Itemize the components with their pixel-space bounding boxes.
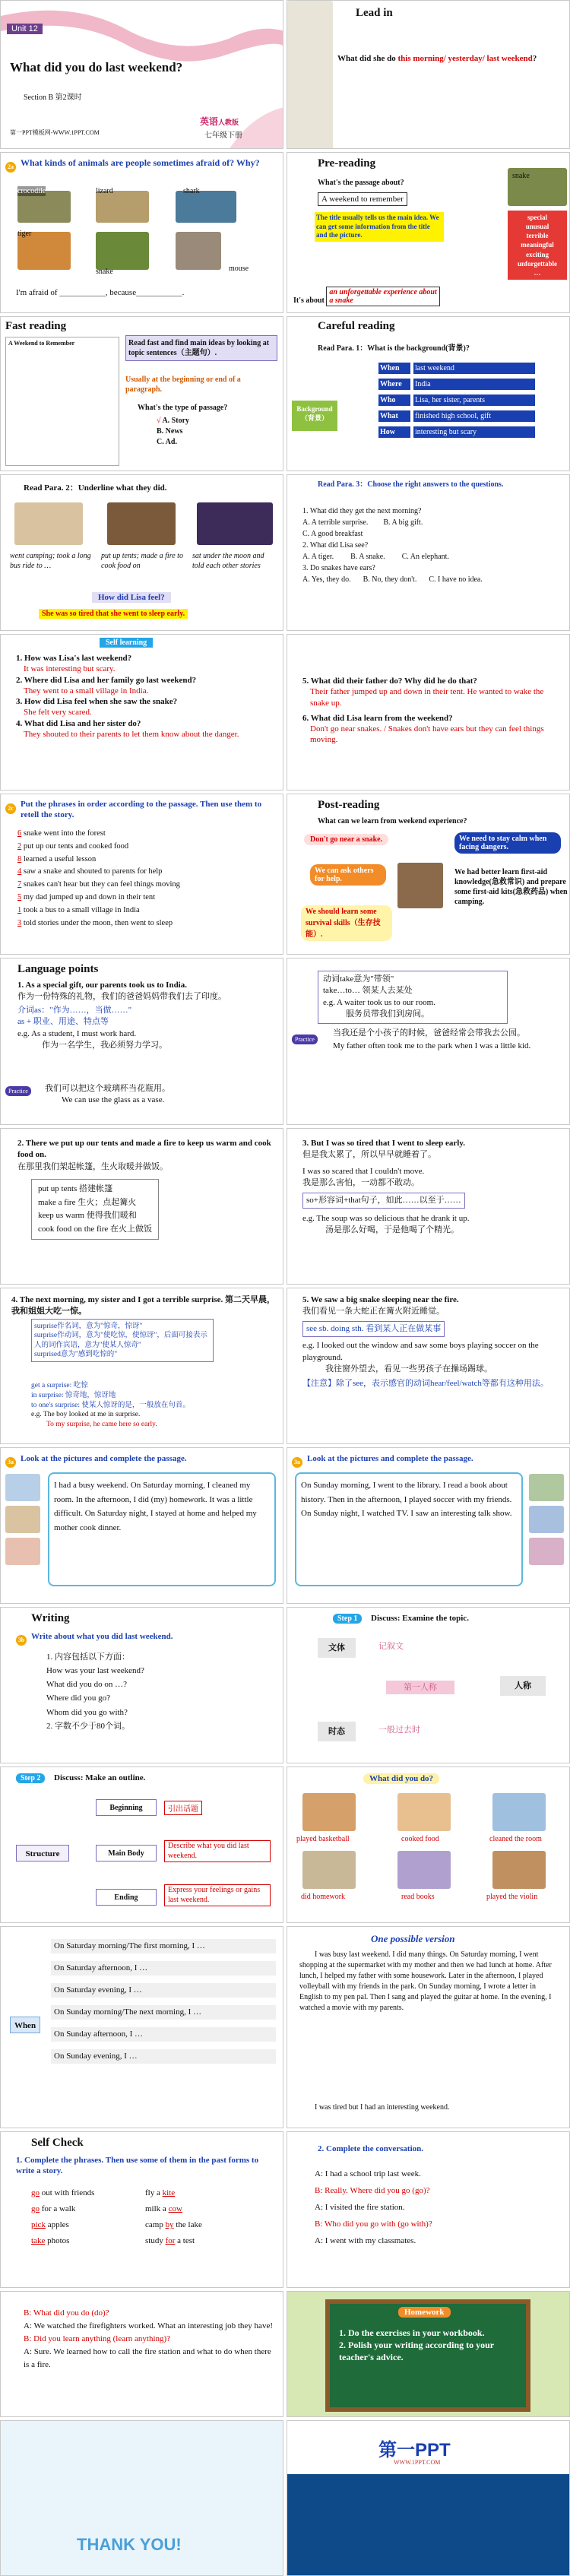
slide-writing (0, 1607, 283, 1763)
structure-node: Structure (16, 1845, 69, 1862)
point-4: 4. The next morning, my sister and I got a terrible surprise. 第二天早晨，我和姐姐大吃一惊。 (11, 1295, 275, 1316)
step-discuss: Discuss: Make an outline. (54, 1773, 146, 1782)
slide-heading: Post-reading (318, 799, 380, 811)
para-task: Read Para. 2：Underline what they did. (24, 483, 167, 493)
animal-label: snake (96, 268, 113, 276)
background-grid: When last weekend Where India Who Lisa, her sister, parents What finished high school, gift How interesting but scary (378, 363, 535, 438)
slide-heading: Writing (31, 1612, 70, 1624)
label-tense: 时态 (318, 1722, 356, 1741)
type-question: What's the type of passage? (138, 404, 228, 412)
passage-title-box: A weekend to remember (318, 192, 407, 206)
point-5: 5. We saw a big snake sleeping near the fire. 我们看见一条大蛇正在篝火附近睡觉。 see sb. doing sth. 看到某人正在做某事 e.g. I looked out the window and saw some boys playing soccer on the playground. 我往窗外望去，看见一些男孩子在操场踢球。 【注意】除了see，表示感官的动词hear/feel/watch等都有这种用法。 (302, 1295, 549, 1389)
passage-instruction: Look at the pictures and complete the passage. (307, 1454, 473, 1463)
slide-brand (287, 2420, 570, 2576)
label-style: 文体 (318, 1638, 356, 1658)
picture-clean-room (5, 1474, 40, 1501)
self-learning-badge: Self learning (100, 638, 153, 648)
caption-3: sat under the moon and told each other stories (192, 552, 264, 570)
part-note: 引出话题 (164, 1801, 202, 1815)
snake-photo (397, 863, 443, 908)
section-label: Section B 第2课时 (24, 93, 82, 102)
slide-fast-reading (0, 316, 283, 471)
step-badge: Step 1 (333, 1614, 362, 1624)
animals-question: What kinds of animals are people sometimes afraid of? Why? (21, 157, 260, 168)
snake-photo (96, 232, 149, 270)
check-instruction: 1. Complete the phrases. Then use some of them in the past forms to write a story. (16, 2156, 259, 2176)
mouse-photo (176, 232, 221, 270)
value-person: 第一人称 (386, 1681, 454, 1694)
photo-books (397, 1851, 451, 1889)
thanks-text: THANK YOU! (77, 2535, 182, 2554)
slide-order (0, 794, 283, 955)
qa-list: 5. What did their father do? Why did he do that? Their father jumped up and down in their tent. He wanted to wake the snake up. 6. What did Lisa learn from the weekend? Don't go near snakes. / Snakes don't have ears but they can feel things moving. (302, 676, 544, 745)
background-node: Background（背景） (292, 401, 337, 431)
homework-items: 1. Do the exercises in your workbook. 2. Polish your writing according to your teacher's advice. (339, 2327, 494, 2363)
value-style: 记叙文 (378, 1642, 404, 1651)
learn-question: What can we learn from weekend experience? (318, 817, 467, 825)
para-task: Read Para. 1：What is the background(背景)? (318, 344, 470, 353)
slide-take-to (287, 958, 570, 1125)
animal-label: lizard (96, 187, 113, 195)
conversation-instruction: 2. Complete the conversation. (318, 2144, 424, 2153)
take-box: 动词take意为"带领" take…to… 领某人去某处 e.g. A waiter took us to our room. 服务员带我们到房间。 (318, 971, 508, 1024)
slide-para3 (287, 474, 570, 631)
practice-badge: Practice (5, 1086, 31, 1096)
practice-item: 我们可以把这个玻璃杯当花瓶用。 We can use the glass as a vase. (45, 1084, 170, 1105)
slide-heading: Lead in (356, 7, 393, 19)
slide-heading: Pre-reading (318, 157, 376, 170)
picture-cooking (5, 1538, 40, 1565)
photo-girl (287, 1, 333, 149)
animal-label: mouse (229, 265, 249, 273)
point-3: 3. But I was so tired that I went to sleep early. 但是我太累了，所以早早就睡着了。 I was so scared that I couldn't move. 我是那么害怕，一动都不敢动。 so+形容词+that句子，如此……以至于…… e.g. The soup was so delicious that he drank it up. 汤是那么好喝，于是他喝了个精光。 (302, 1139, 470, 1235)
tip-bubble: We need to stay calm when facing dangers. (454, 832, 561, 854)
activity-label: cooked food (401, 1835, 439, 1843)
slide-point-5 (287, 1288, 570, 1444)
instruction-box: Read fast and find main ideas by looking at topic sentences（主题句）. (125, 335, 277, 361)
slide-step1 (287, 1607, 570, 1763)
activity-label: did homework (301, 1893, 346, 1901)
unit-badge: Unit 12 (7, 24, 43, 34)
slide-point-3 (287, 1128, 570, 1285)
slide-thanks (0, 2420, 283, 2576)
slide-para2 (0, 474, 283, 631)
slide-self-check (0, 2131, 283, 2288)
step-badge: 3a (5, 1457, 16, 1468)
photo-cleaning (492, 1793, 546, 1831)
slide-passage-2 (287, 1447, 570, 1604)
writing-prompt: Write about what you did last weekend. (31, 1632, 173, 1641)
brand-url: WWW.1PPT.COM (394, 2459, 441, 2466)
activity-question: What did you do? (363, 1773, 439, 1784)
writing-requirements: 1. 内容包括以下方面： How was your last weekend? What did you do on …? Where did you go? Whom did you go with? 2. 字数不少于80个词。 (46, 1652, 144, 1731)
brand-logo: 第一PPT (378, 2440, 451, 2460)
value-tense: 一般过去时 (378, 1725, 420, 1735)
practice-item: 当我还是个小孩子的时候，爸爸经常会带我去公园。 My father often took me to the park when I was a little kid. (333, 1028, 531, 1050)
caption-1: went camping; took a long bus ride to … (10, 552, 91, 570)
step-badge: 3a (292, 1457, 302, 1468)
type-options: √ A. Story B. News C. Ad. (157, 417, 190, 446)
point-2: 2. There we put up our tents and made a fire to keep us warm and cook food on. 在那里我们架起帐篷，生火取暖并做饭。 (17, 1139, 271, 1171)
slide-questions-5-6 (287, 634, 570, 791)
conversation-lines: B: What did you do (do)? A: We watched the firefighters worked. What an interesting job they have! B: Did you learn anything (learn anything)? A: Sure. We learned how to call the fire station and what to do when there is a fire. (24, 2308, 273, 2370)
slide-heading: Language points (17, 963, 99, 975)
slide-outline (0, 1766, 283, 1923)
para-task: Read Para. 3：Choose the right answers to the questions. (318, 480, 504, 489)
activity-label: read books (401, 1893, 435, 1901)
slide-conversation-2 (0, 2291, 283, 2417)
photo-homework (302, 1851, 356, 1889)
step-badge: 2c (5, 803, 16, 814)
passage-box: On Sunday morning, I went to the library. I read a book about history. Then in the afternoon, I played soccer with my friends. On Sunday night, I watched TV. I saw an interesting talk show. (295, 1472, 523, 1586)
slide-title (0, 0, 283, 149)
picture-tv (529, 1538, 564, 1565)
slide-pre-reading (287, 152, 570, 313)
tip-bubble: We can ask others for help. (310, 864, 386, 886)
part-note: Describe what you did last weekend. (164, 1840, 271, 1862)
about-question: What's the passage about? (318, 179, 404, 187)
feel-answer: She was so tired that she went to sleep early. (39, 609, 188, 619)
slide-passage-1 (0, 1447, 283, 1604)
photo-cooking (397, 1793, 451, 1831)
publisher: 英语人教版 (200, 116, 239, 127)
about-sentence: It's about an unforgettable experience about a snake (293, 287, 440, 306)
caption-2: put up tents; made a fire to cook food on (101, 552, 183, 570)
slide-activities (287, 1766, 570, 1923)
step-discuss: Discuss: Examine the topic. (371, 1614, 469, 1623)
surprise-phrases: get a surprise: 吃惊 in surprise: 惊奇地，惊讶地 to one's surprise: 使某人惊讶的是，一般放在句首。 e.g. The boy looked at me in surprise. To my surprise, he came here so early. (31, 1382, 190, 1429)
sample-ending: I was tired but I had an interesting weekend. (315, 2103, 450, 2112)
slide-heading: Fast reading (5, 320, 67, 332)
camping-photo (14, 502, 83, 545)
when-lines: On Saturday morning/The first morning, I … On Saturday afternoon, I … On Saturday evening, I … On Sunday morning/The next morning, I … On Sunday afternoon, I … On Sunday evening, I … (51, 1939, 276, 2064)
slide-heading: Self Check (31, 2137, 84, 2149)
afraid-sentence: I'm afraid of ___________, because___________. (16, 288, 185, 297)
adjective-list: special unusual terrible meaningful exciting unforgettable … (508, 211, 567, 280)
step-badge: Step 2 (16, 1773, 45, 1783)
part-note: Express your feelings or gains last weekend. (164, 1884, 271, 1906)
lesson-title: What did you do last weekend? (10, 60, 183, 74)
slide-careful-reading (287, 316, 570, 471)
slide-point-2 (0, 1128, 283, 1285)
practice-badge: Practice (292, 1035, 318, 1044)
activity-label: cleaned the room (489, 1835, 542, 1843)
part-node: Ending (96, 1889, 157, 1906)
animal-label: tiger (17, 230, 32, 238)
moon-photo (197, 502, 273, 545)
slide-self-learning (0, 634, 283, 791)
surprise-box: surprise作名词，意为"惊奇，惊讶" surprise作动词，意为"使吃惊，使惊讶"，后面可接表示人的词作宾语，意为"使某人惊奇" surprised意为"感到吃惊的" (31, 1319, 214, 1362)
order-list: 6 snake went into the forest 2 put up our tents and cooked food 8 learned a useful lesson 4 saw a snake and shouted to parents for help 7 snakes can't hear but they can feel things moving 5 my dad jumped up and down in their tent 1 took a bus to a small village in India 3 told stories under the moon, then went to sleep (17, 829, 180, 927)
chalkboard (325, 2299, 530, 2412)
tip-bubble: Don't go near a snake. (304, 834, 388, 845)
picture-library (529, 1474, 564, 1501)
slide-post-reading (287, 794, 570, 955)
phrase-col-left: go out with friends go for a walk pick apples take photos (31, 2188, 95, 2245)
hint-text: Usually at the beginning or end of a paragraph. (125, 375, 241, 394)
snake-label: snake (512, 172, 530, 180)
animal-label: crocodile (17, 187, 46, 195)
animal-label: shark (183, 187, 200, 195)
slide-heading: One possible version (371, 1933, 455, 1944)
when-node: When (10, 2017, 40, 2033)
slide-conversation (287, 2131, 570, 2288)
title-tip: The title usually tells us the main idea. We can get some information from the title and the picture. (315, 212, 444, 242)
site-label: 第一PPT模板网-WWW.1PPT.COM (10, 129, 100, 136)
phrase-box: put up tents 搭建帐篷 make a fire 生火；点起篝火 keep us warm 使得我们暖和 cook food on the fire 在火上做饭 (31, 1179, 159, 1240)
picture-soccer (529, 1506, 564, 1533)
sample-text: I was busy last weekend. I did many things. On Saturday morning, I went shopping at the supermarket with my mother and then we had lunch at home. After lunch, I helped my father with some housework. Later in the afternoon, I played volleyball with my friends in the park. On Sunday morning, I wrote a letter in English to my pen pal. Then I sang and played the guitar at home. In the evening, I watched a movie with my parents. (299, 1950, 552, 2012)
slide-animals (0, 152, 283, 313)
order-instruction: Put the phrases in order according to the passage. Then use them to retell the story. (21, 800, 262, 820)
passage-box: I had a busy weekend. On Saturday morning, I cleaned my room. In the afternoon, I did (my) homework. It was a little difficult. On Saturday night, I stayed at home and helped my mother cook dinner. (48, 1472, 276, 1586)
step-badge: 2a (5, 162, 16, 173)
picture-homework (5, 1506, 40, 1533)
lead-question: What did she do this morning/ yesterday/ last weekend? (337, 54, 537, 63)
photo-violin (492, 1851, 546, 1889)
slide-sample (287, 1926, 570, 2128)
activity-label: played basketball (296, 1835, 350, 1843)
slide-heading: Careful reading (318, 320, 395, 332)
label-person: 人称 (500, 1676, 546, 1696)
grade-label: 七年级下册 (204, 131, 242, 140)
tip-bubble: We should learn some survival skills（生存技能）. (301, 905, 392, 941)
passage-instruction: Look at the pictures and complete the passage. (21, 1454, 187, 1463)
question-list: 1. What did they get the next morning? A. A terrible surprise. B. A big gift. C. A good breakfast 2. What did Lisa see? A. A tiger. B. A snake. C. An elephant. 3. Do snakes have ears? A. Yes, they do. B. No, they don't. C. I have no idea. (302, 507, 483, 584)
article-thumbnail: A Weekend to Remember (5, 337, 119, 466)
conversation-lines: A: I had a school trip last week. B: Really. Where did you go (go)? A: I visited the fire station. B: Who did you go with (go with)? A: I went with my classmates. (315, 2169, 432, 2245)
slide-point-4 (0, 1288, 283, 1444)
activity-label: played the violin (486, 1893, 538, 1901)
slide-language-points (0, 958, 283, 1125)
step-badge: 3b (16, 1635, 27, 1646)
qa-list: 1. How was Lisa's last weekend? It was interesting but scary. 2. Where did Lisa and her family go last weekend? They went to a small village in India. 3. How did Lisa feel when she saw the snake? She felt very scared. 4. What did Lisa and her sister do? They shouted to their parents to let them know about the danger. (16, 654, 239, 740)
slide-homework (287, 2291, 570, 2417)
phrase-col-right: fly a kite milk a cow camp by the lake study for a test (145, 2188, 202, 2245)
feel-question: How did Lisa feel? (92, 592, 171, 603)
point-1: 1. As a special gift, our parents took us to India. 作为一份特殊的礼物，我们的爸爸妈妈带我们去了印度。 介词as："作为……，当做……" as + 职业、用途、特点等 e.g. As a student, I must work hard. 作为一名学生，我必须努力学习。 (17, 981, 226, 1050)
slide-lead-in (287, 0, 570, 149)
photo-basketball (302, 1793, 356, 1831)
part-node: Beginning (96, 1799, 157, 1816)
slide-when (0, 1926, 283, 2128)
tip-bubble: We had better learn first-aid knowledge(急救常识) and prepare some first-aid kits(急救药品) when camping. (454, 868, 568, 906)
tent-photo (107, 502, 176, 545)
part-node: Main Body (96, 1845, 157, 1862)
homework-title: Homework (398, 2307, 451, 2318)
